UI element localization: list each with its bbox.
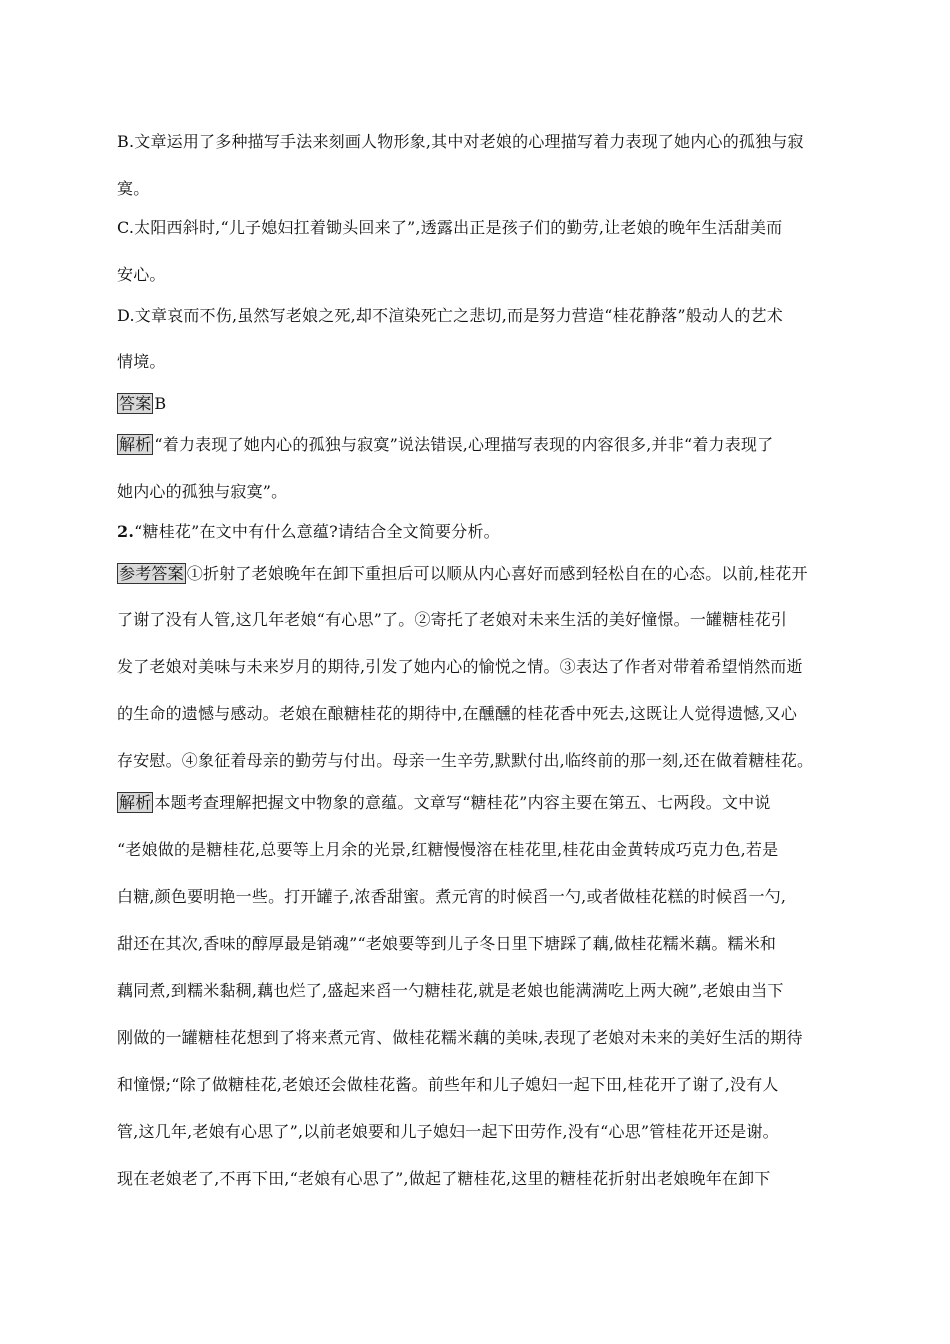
answer-row <box>117 392 837 416</box>
analysis-2-line-9: 现在老娘老了,不再下田,“老娘有心思了”,做起了糖桂花,这里的糖桂花折射出老娘晚年在卸下 <box>117 1169 771 1188</box>
analysis-2-line-5: 藕同煮,到糯米黏稠,藕也烂了,盛起来舀一勺糖桂花,就是老娘也能满满吃上两大碗”,老娘由当下 <box>117 981 784 1000</box>
analysis-tag: 解析 <box>119 793 152 812</box>
analysis-tag: 解析 <box>119 435 152 454</box>
analysis-1-line-2: 她内心的孤独与寂寞”。 <box>117 482 288 501</box>
analysis-2-line-4: 甜还在其次,香味的醇厚最是销魂”“老娘要等到儿子冬日里下塘踩了藕,做桂花糯米藕。糯米和 <box>117 934 777 953</box>
option-c-line-1: C.太阳西斜时,“儿子媳妇扛着锄头回来了”,透露出正是孩子们的勤劳,让老娘的晚年生活甜美而 <box>117 218 783 237</box>
analysis-2-line-2: “老娘做的是糖桂花,总要等上月余的光景,红糖慢慢溶在桂花里,桂花由金黄转成巧克力色,若是 <box>117 840 779 859</box>
question-number: 2. <box>117 522 135 541</box>
reference-line-5: 存安慰。④象征着母亲的勤劳与付出。母亲一生辛劳,默默付出,临终前的那一刻,还在做着糖桂花。 <box>117 751 814 770</box>
analysis-1-row-1 <box>117 433 837 457</box>
answer-value: B <box>154 394 167 413</box>
answer-tag: 答案 <box>119 394 152 413</box>
option-b-line-2: 寞。 <box>117 179 150 198</box>
analysis-2-line-7: 和憧憬;“除了做糖桂花,老娘还会做桂花酱。前些年和儿子媳妇一起下田,桂花开了谢了,没有人 <box>117 1075 779 1094</box>
analysis-2-line-6: 刚做的一罐糖桂花想到了将来煮元宵、做桂花糯米藕的美味,表现了老娘对未来的美好生活的期待 <box>117 1028 803 1047</box>
question-2 <box>117 520 837 544</box>
analysis-2-line-8: 管,这几年,老娘有心思了”,以前老娘要和儿子媳妇一起下田劳作,没有“心思”管桂花开还是谢。 <box>117 1122 779 1141</box>
option-d-line-2: 情境。 <box>117 352 166 371</box>
reference-row-1 <box>117 562 837 586</box>
option-b-line-1: B.文章运用了多种描写手法来刻画人物形象,其中对老娘的心理描写着力表现了她内心的孤独与寂 <box>117 132 804 151</box>
analysis-2-row-1 <box>117 791 837 815</box>
option-d-line-1: D.文章哀而不伤,虽然写老娘之死,却不渲染死亡之悲切,而是努力营造“桂花静落”般动人的艺术 <box>117 306 783 325</box>
reference-line-2: 了谢了没有人管,这几年老娘“有心思”了。②寄托了老娘对未来生活的美好憧憬。一罐糖桂花引 <box>117 610 788 629</box>
option-c-line-2: 安心。 <box>117 265 166 284</box>
reference-line-3: 发了老娘对美味与未来岁月的期待,引发了她内心的愉悦之情。③表达了作者对带着希望悄然而逝 <box>117 657 803 676</box>
question-text: “糖桂花”在文中有什么意蕴?请结合全文简要分析。 <box>134 522 500 541</box>
analysis-2-line-1: 本题考查理解把握文中物象的意蕴。文章写“糖桂花”内容主要在第五、七两段。文中说 <box>154 793 771 812</box>
analysis-2-line-3: 白糖,颜色要明艳一些。打开罐子,浓香甜蜜。煮元宵的时候舀一勺,或者做桂花糕的时候舀一勺, <box>117 887 787 906</box>
analysis-1-line-1: “着力表现了她内心的孤独与寂寞”说法错误,心理描写表现的内容很多,并非“着力表现了 <box>154 435 774 454</box>
reference-line-4: 的生命的遗憾与感动。老娘在酿糖桂花的期待中,在醺醺的桂花香中死去,这既让人觉得遗憾,又心 <box>117 704 798 723</box>
reference-line-1: ①折射了老娘晚年在卸下重担后可以顺从内心喜好而感到轻松自在的心态。以前,桂花开 <box>186 564 808 583</box>
reference-answer-tag: 参考答案 <box>119 564 184 583</box>
